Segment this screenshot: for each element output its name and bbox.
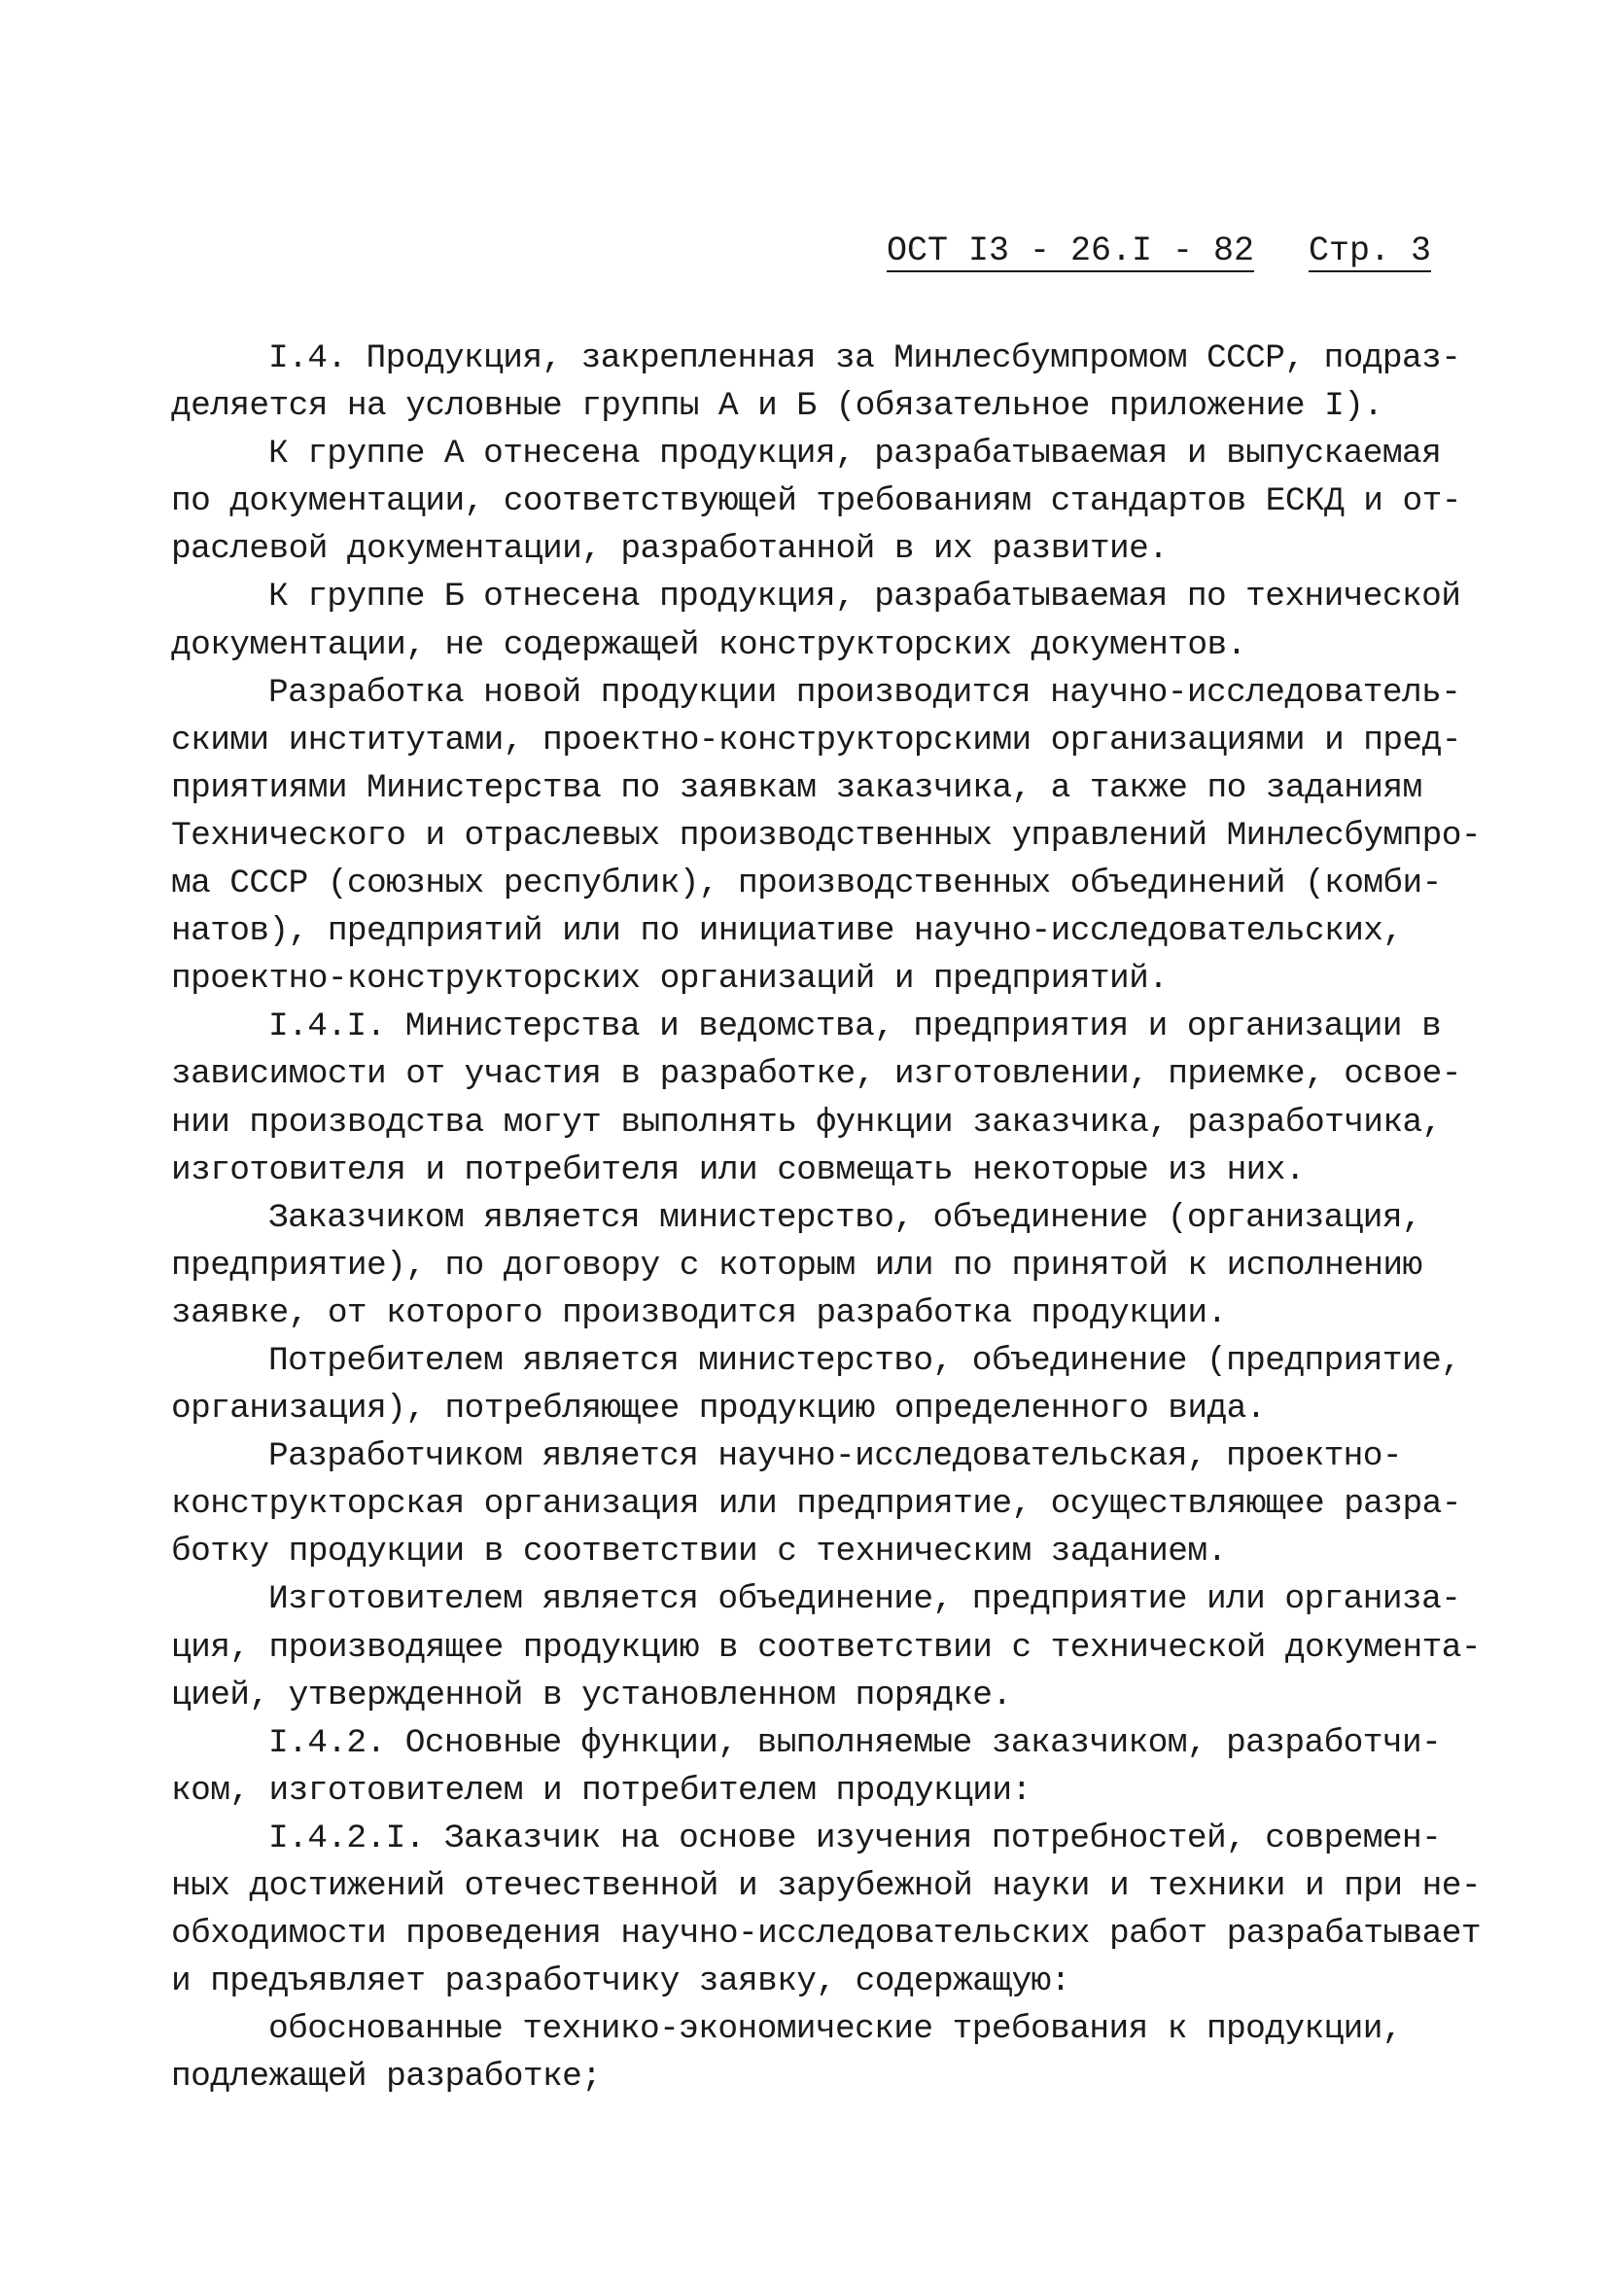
text-line: зависимости от участия в разработке, изготовлении, приемке, освое-	[171, 1055, 1461, 1094]
text-line: деляется на условные группы А и Б (обязательное приложение I).	[171, 387, 1383, 426]
text-line: Разработчиком является научно-исследовательская, проектно-	[268, 1437, 1402, 1476]
document-body	[171, 335, 1481, 2101]
text-line: нии производства могут выполнять функции заказчика, разработчика,	[171, 1103, 1442, 1142]
text-line: и предъявляет разработчику заявку, содержащую:	[171, 1962, 1070, 2001]
text-line: Технического и отраслевых производственных управлений Минлесбумпро-	[171, 816, 1481, 855]
text-line: Разработка новой продукции производится научно-исследователь-	[268, 673, 1461, 712]
text-line: конструкторская организация или предприятие, осуществляющее разра-	[171, 1485, 1461, 1524]
document-code: ОСТ I3 - 26.I - 82	[887, 231, 1255, 270]
text-line: I.4.2. Основные функции, выполняемые заказчиком, разработчи-	[268, 1723, 1442, 1762]
text-line: обходимости проведения научно-исследовательских работ разрабатывает	[171, 1915, 1481, 1954]
text-line: проектно-конструкторских организаций и предприятий.	[171, 960, 1169, 999]
text-line: подлежащей разработке;	[171, 2058, 602, 2097]
page-header	[887, 231, 1431, 278]
text-line: цией, утвержденной в установленном порядке.	[171, 1676, 1012, 1714]
text-line: ботку продукции в соответствии с техническим заданием.	[171, 1533, 1227, 1572]
text-line: ция, производящее продукцию в соответствии с технической документа-	[171, 1628, 1481, 1667]
text-line: ма СССР (союзных республик), производственных объединений (комби-	[171, 865, 1442, 903]
text-line: Потребителем является министерство, объединение (предприятие,	[268, 1341, 1461, 1380]
text-line: обоснованные технико-экономические требования к продукции,	[268, 2010, 1402, 2049]
text-line: К группе А отнесена продукция, разрабатываемая и выпускаемая	[268, 435, 1442, 474]
text-line: I.4. Продукция, закрепленная за Минлесбумпромом СССР, подраз-	[268, 339, 1461, 377]
text-line: организация), потребляющее продукцию определенного вида.	[171, 1390, 1266, 1429]
text-line: раслевой документации, разработанной в их развитие.	[171, 530, 1169, 569]
text-line: Изготовителем является объединение, предприятие или организа-	[268, 1580, 1461, 1619]
text-line: приятиями Министерства по заявкам заказчика, а также по заданиям	[171, 768, 1422, 807]
text-line: ных достижений отечественной и зарубежной науки и техники и при не-	[171, 1867, 1481, 1905]
text-line: документации, не содержащей конструкторских документов.	[171, 625, 1246, 664]
text-line: изготовителя и потребителя или совмещать некоторые из них.	[171, 1150, 1305, 1189]
text-line: К группе Б отнесена продукция, разрабатываемая по технической	[268, 578, 1461, 617]
text-line: Заказчиком является министерство, объединение (организация,	[268, 1198, 1422, 1237]
text-line: предприятие), по договору с которым или по принятой к исполнению	[171, 1246, 1422, 1285]
text-line: натов), предприятий или по инициативе научно-исследовательских,	[171, 912, 1403, 951]
text-line: заявке, от которого производится разработка продукции.	[171, 1293, 1227, 1332]
text-line: ком, изготовителем и потребителем продукции:	[171, 1771, 1032, 1810]
page-number: Стр. 3	[1308, 231, 1431, 270]
text-line: по документации, соответствующей требованиям стандартов ЕСКД и от-	[171, 482, 1461, 521]
text-line: скими институтами, проектно-конструкторскими организациями и пред-	[171, 721, 1461, 759]
text-line: I.4.2.I. Заказчик на основе изучения потребностей, современ-	[268, 1819, 1442, 1857]
text-line: I.4.I. Министерства и ведомства, предприятия и организации в	[268, 1007, 1442, 1046]
